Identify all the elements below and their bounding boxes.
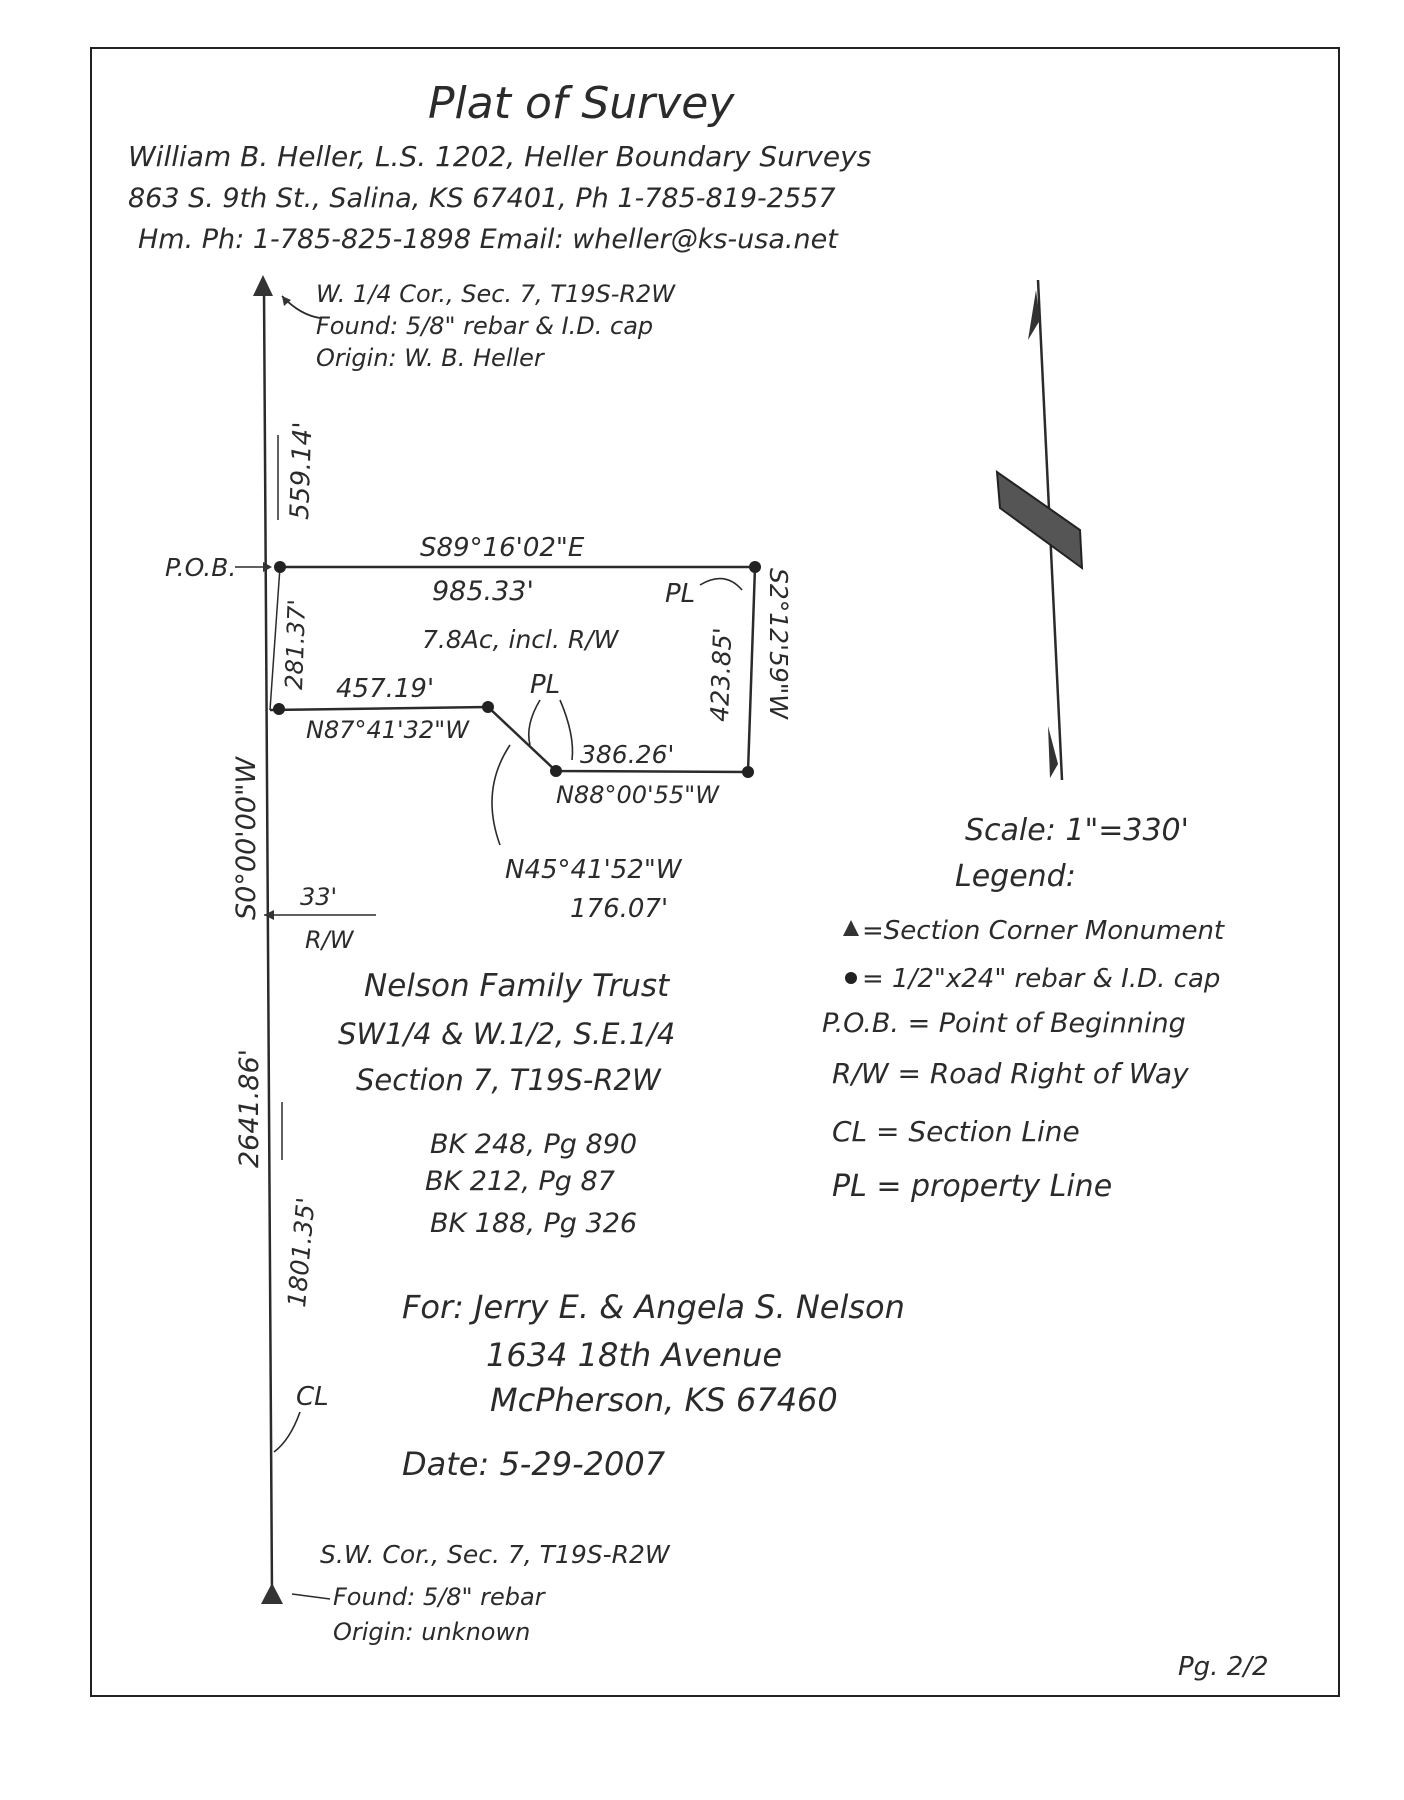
owner-name: Nelson Family Trust — [364, 968, 670, 1004]
nw-corner-origin: Origin: W. B. Heller — [316, 344, 544, 372]
nw-corner-found: Found: 5/8" rebar & I.D. cap — [316, 312, 654, 340]
diag-bearing: N45°41'52"W — [505, 855, 682, 885]
dim-559: 559.14' — [285, 421, 319, 521]
sw-corner-title: S.W. Cor., Sec. 7, T19S-R2W — [320, 1540, 670, 1569]
bearing-w2: N88°00'55"W — [556, 781, 719, 809]
legend-monument: =Section Corner Monument — [862, 916, 1225, 946]
book-1: BK 248, Pg 890 — [430, 1129, 638, 1160]
cl-label: CL — [296, 1382, 329, 1412]
legend-cl: CL = Section Line — [832, 1115, 1080, 1148]
contact-line: Hm. Ph: 1-785-825-1898 Email: wheller@ks-usa.net — [138, 224, 838, 255]
section-distance-total: 2641.86' — [234, 1048, 265, 1168]
surveyor-line: William B. Heller, L.S. 1202, Heller Boundary Surveys — [128, 140, 872, 173]
cl-arrow — [274, 1412, 300, 1452]
book-3: BK 188, Pg 326 — [430, 1208, 638, 1239]
page-number: Pg. 2/2 — [1178, 1652, 1269, 1682]
east-bearing: S2°12'59"W — [764, 568, 793, 719]
legend-monument-icon — [843, 920, 859, 936]
diag-leader — [492, 745, 510, 845]
legend-pl: PL = property Line — [832, 1169, 1113, 1204]
sw-corner-origin: Origin: unknown — [333, 1618, 531, 1646]
dist-386: 386.26' — [580, 740, 675, 769]
dim-281: 281.37' — [280, 598, 312, 691]
survey-date: Date: 5-29-2007 — [402, 1445, 666, 1483]
owner-desc2: Section 7, T19S-R2W — [356, 1063, 661, 1097]
sw-corner-monument-icon — [261, 1583, 283, 1604]
legend-pob: P.O.B. = Point of Beginning — [822, 1008, 1186, 1039]
bearing-w1: N87°41'32"W — [306, 716, 469, 744]
mid-rebar-icon — [482, 701, 494, 713]
nw-corner-monument-icon — [253, 275, 273, 296]
owner-desc1: SW1/4 & W.1/2, S.E.1/4 — [338, 1017, 676, 1051]
section-distance-1801: 1801.35' — [282, 1196, 321, 1309]
north-distance: 985.33' — [432, 576, 534, 607]
parcel-west-side — [270, 567, 280, 710]
client-city: McPherson, KS 67460 — [490, 1381, 838, 1419]
w-rebar-icon — [273, 703, 285, 715]
dist-457: 457.19' — [336, 674, 435, 704]
se-rebar-icon — [742, 766, 754, 778]
pl-label-mid: PL — [530, 670, 561, 700]
pl-mid-arrow-1 — [529, 700, 540, 745]
pl-mid-arrow-2 — [560, 700, 573, 760]
nw-corner-title: W. 1/4 Cor., Sec. 7, T19S-R2W — [316, 280, 676, 308]
pl-label-top: PL — [665, 579, 696, 609]
section-bearing: S0°00'00"W — [231, 756, 262, 920]
rw-width: 33' — [300, 883, 338, 911]
section-line — [264, 290, 272, 1596]
legend-rw: R/W = Road Right of Way — [832, 1057, 1189, 1090]
s-rebar-icon — [550, 765, 562, 777]
sw-corner-found: Found: 5/8" rebar — [333, 1583, 545, 1611]
pl-top-arrow — [700, 579, 742, 590]
north-arrow-tail-icon — [1048, 726, 1058, 778]
ne-rebar-icon — [749, 561, 761, 573]
pob-label: P.O.B. — [165, 553, 237, 582]
east-distance: 423.85' — [705, 626, 738, 723]
legend-heading: Legend: — [955, 859, 1076, 894]
client-name: For: Jerry E. & Angela S. Nelson — [402, 1288, 905, 1326]
legend-rebar-icon — [845, 972, 857, 984]
book-2: BK 212, Pg 87 — [425, 1166, 615, 1197]
area-label: 7.8Ac, incl. R/W — [422, 625, 619, 654]
diag-distance: 176.07' — [570, 894, 669, 924]
north-arrow-n-icon — [997, 472, 1082, 568]
north-bearing: S89°16'02"E — [420, 533, 585, 563]
sw-corner-arrow — [292, 1594, 330, 1599]
rw-label: R/W — [305, 926, 354, 954]
scale-label: Scale: 1"=330' — [965, 813, 1189, 848]
nw-arrowhead-icon — [282, 296, 291, 306]
client-street: 1634 18th Avenue — [486, 1336, 783, 1374]
pob-arrowhead-icon — [263, 562, 272, 572]
pob-rebar-icon — [274, 561, 286, 573]
plat-title: Plat of Survey — [428, 78, 735, 129]
legend-rebar: = 1/2"x24" rebar & I.D. cap — [862, 964, 1221, 994]
address-line: 863 S. 9th St., Salina, KS 67401, Ph 1-785-819-2557 — [128, 183, 836, 214]
